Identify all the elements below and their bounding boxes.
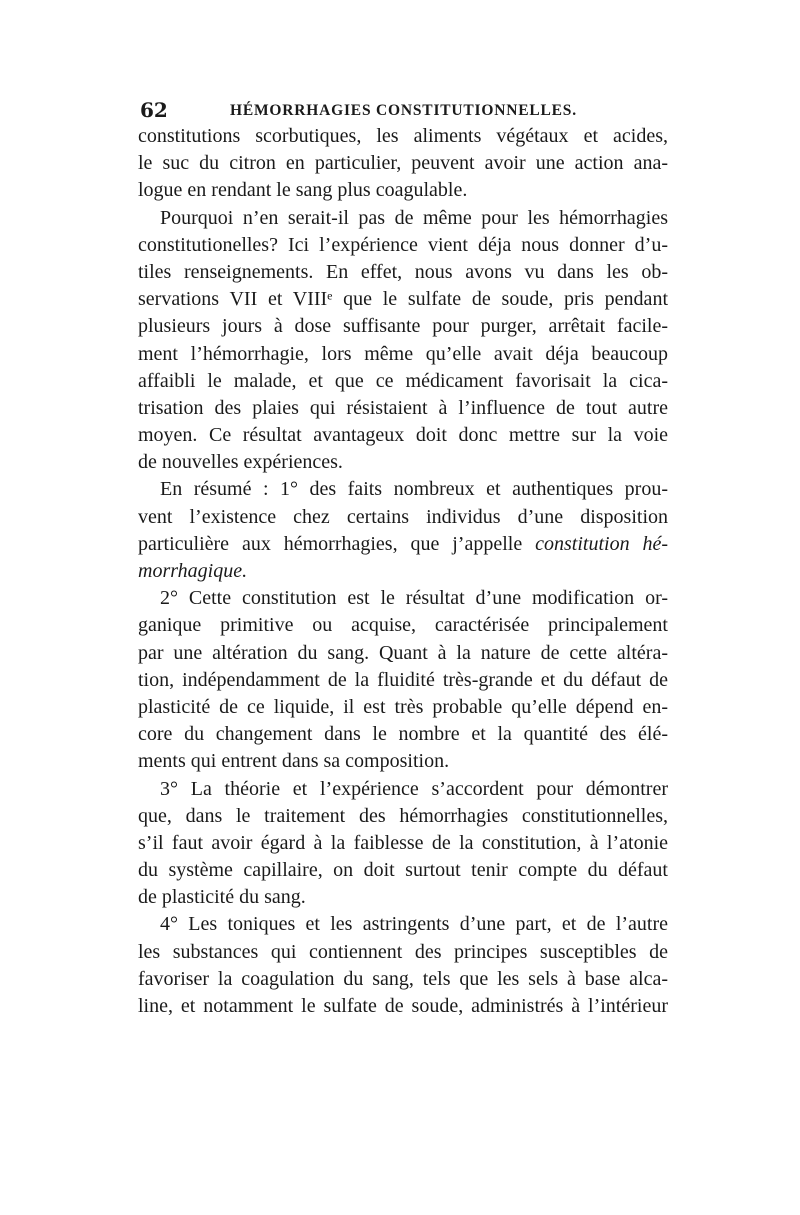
text-line: de nouvelles expériences. — [138, 451, 343, 474]
text-line: les substances qui contiennent des principes susceptibles de — [138, 940, 668, 963]
body-text — [138, 123, 668, 1020]
text-line: Pourquoi n’en serait-il pas de même pour les hémorrhagies — [160, 206, 668, 229]
text-line: de plasticité du sang. — [138, 886, 306, 909]
text-line: le suc du citron en particulier, peuvent avoir une action ana- — [138, 152, 668, 175]
text-line: 4° Les toniques et les astringents d’une part, et de l’autre — [160, 913, 668, 936]
text-line: tiles renseignements. En effet, nous avons vu dans les ob- — [138, 260, 668, 283]
text-line: plasticité de ce liquide, il est très probable qu’elle dépend en- — [138, 695, 668, 718]
text-line: 3° La théorie et l’expérience s’accordent pour démontrer — [160, 777, 668, 800]
page-number: 62 — [140, 98, 168, 122]
text-line: moyen. Ce résultat avantageux doit donc mettre sur la voie — [138, 424, 668, 447]
text-line: du système capillaire, on doit surtout tenir compte du défaut — [138, 859, 668, 882]
text-line: trisation des plaies qui résistaient à l’influence de tout autre — [138, 396, 668, 419]
text-line: s’il faut avoir égard à la faiblesse de la constitution, à l’atonie — [138, 831, 668, 854]
text-line: ganique primitive ou acquise, caractérisée principalement — [138, 614, 668, 637]
text-line: line, et notamment le sulfate de soude, administrés à l’intérieur — [138, 995, 668, 1017]
text-line: core du changement dans le nombre et la quantité des élé- — [138, 723, 668, 746]
running-head — [140, 97, 666, 123]
text-line — [138, 558, 668, 585]
running-title: HÉMORRHAGIES CONSTITUTIONNELLES. — [230, 102, 577, 119]
text-line: ment l’hémorrhagie, lors même qu’elle avait déja beaucoup — [138, 342, 668, 365]
text-line: constitutionelles? Ici l’expérience vient déja nous donner d’u- — [138, 233, 668, 256]
text-line: constitutions scorbutiques, les aliments végétaux et acides, — [138, 125, 668, 147]
text-line: logue en rendant le sang plus coagulable. — [138, 179, 468, 202]
italic-term: constitution hé- — [535, 532, 669, 555]
text-line: vent l’existence chez certains individus d’une disposition — [138, 505, 668, 528]
text-line: En résumé : 1° des faits nombreux et authentiques prou- — [160, 478, 668, 501]
italic-term: morrhagique. — [138, 560, 248, 582]
text-line: affaibli le malade, et que ce médicament favorisait la cica- — [138, 369, 668, 392]
text-line: 2° Cette constitution est le résultat d’une modification or- — [160, 587, 668, 610]
text-line — [138, 531, 668, 558]
text-line: favoriser la coagulation du sang, tels que les sels à base alca- — [138, 967, 668, 990]
text-line: tion, indépendamment de la fluidité très-grande et du défaut de — [138, 668, 668, 691]
text-fragment: particulière aux hémorrhagies, que j’appelle — [138, 532, 523, 555]
text-line: ments qui entrent dans sa composition. — [138, 750, 450, 773]
text-line: que, dans le traitement des hémorrhagies constitutionnelles, — [138, 804, 668, 827]
text-line: servations VII et VIIIᵉ que le sulfate de soude, pris pendant — [138, 288, 668, 311]
text-line: par une altération du sang. Quant à la nature de cette altéra- — [138, 641, 668, 664]
text-line: plusieurs jours à dose suffisante pour purger, arrêtait facile- — [138, 315, 668, 338]
